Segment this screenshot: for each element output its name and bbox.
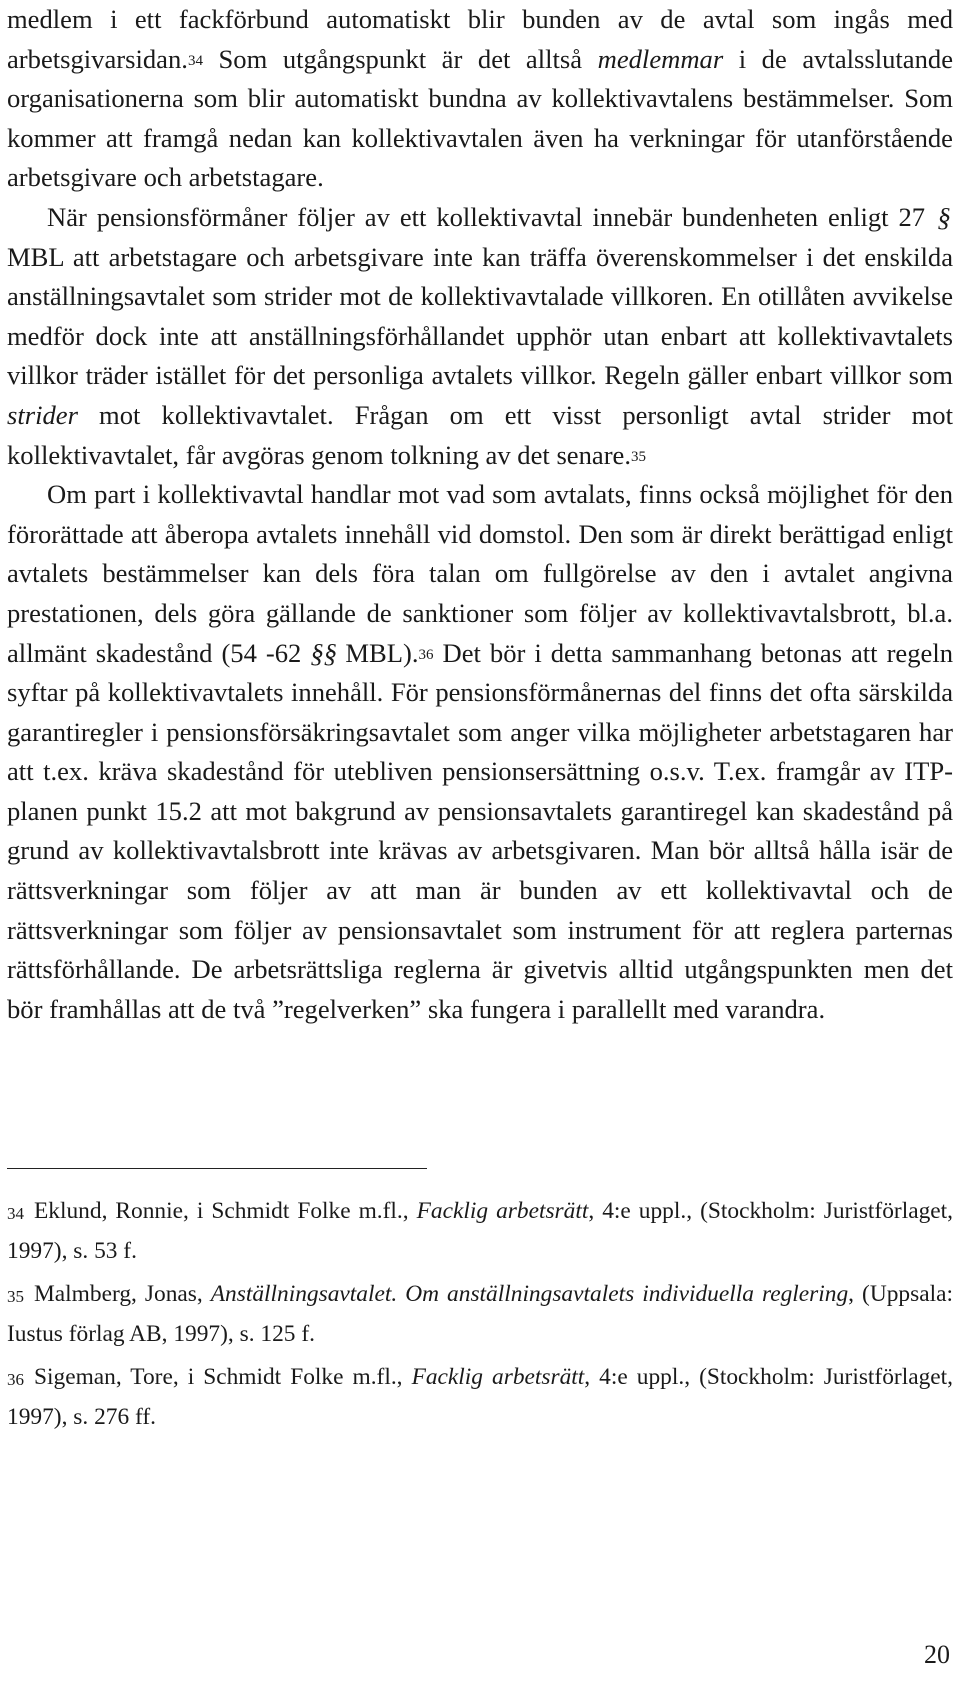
text-segment: Sigeman, Tore, i Schmidt Folke m.fl.,	[34, 1364, 412, 1391]
section-symbol: §	[937, 201, 951, 232]
footnote-title: Facklig arbetsrätt	[411, 1364, 585, 1391]
footnote-title: Anställningsavtalet. Om anställningsavtalets individuella reglering	[210, 1281, 849, 1308]
text-segment: Om part i kollektivavtal handlar mot vad som avtalats, finns också möjlighet för den förorättade att åberopa avtalets innehåll vid domstol. Den som är direkt berättigad enligt avtalets bestämmelser kan dels föra talan om fullgörelse av den i avtalet angivna prestationen, dels göra gällande de sanktioner som följer av kollektivavtalsbrott, bl.a. allmänt skadestånd (54 -62	[7, 479, 953, 668]
text-segment: , 4:e uppl., (Stockholm: Juristförlaget, 1997), s. 276 ff.	[7, 1364, 954, 1430]
text-segment: MBL att arbetstagare och arbetsgivare inte kan träffa överenskommelser i det enskilda anställningsavtalet som strider mot de kollektivavtalade villkoren. En otillåten avvikelse medför dock inte att anställningsförhållandet upphör utan enbart att kollektivavtalets villkor träder istället för det personliga avtalets villkor. Regeln gäller enbart villkor som	[7, 241, 953, 391]
page-number: 20	[924, 1640, 950, 1669]
footnote-ref-35[interactable]: 35	[631, 448, 647, 465]
text-segment: Som utgångspunkt är det alltså	[202, 43, 598, 74]
text-segment: Eklund, Ronnie, i Schmidt Folke m.fl.,	[34, 1198, 417, 1224]
footnotes	[7, 1192, 953, 1442]
section-symbol-double: §§	[310, 637, 337, 668]
text-segment: i de avtalsslutande organisationerna som blir automatiskt bundna av kollektivavtalens bestämmelser. Som kommer att framgå nedan kan kollektivavtalen även ha verkningar för utanförstående arbetsgivare och arbetstagare.	[7, 43, 953, 193]
text-segment: Malmberg, Jonas,	[34, 1281, 211, 1308]
footnote-36	[7, 1358, 953, 1437]
text-segment: , 4:e uppl., (Stockholm: Juristförlaget, 1997), s. 53 f.	[7, 1198, 953, 1264]
text-segment: MBL).	[336, 637, 419, 668]
footnote-35	[7, 1275, 953, 1354]
text-segment: medlem i ett fackförbund automatiskt blir bunden av de avtal som ingås med arbetsgivarsidan.	[7, 4, 953, 74]
text-segment: mot kollektivavtalet. Frågan om ett visst personligt avtal strider mot kollektivavtalet, får avgöras genom tolkning av det senare.	[7, 399, 953, 470]
footnote-ref-36[interactable]: 36	[418, 646, 434, 663]
emphasis-medlemmar: medlemmar	[597, 43, 724, 74]
paragraph-3	[7, 475, 953, 1029]
text-segment: När pensionsförmåner följer av ett kollektivavtal innebär bundenheten enligt 27	[47, 201, 935, 232]
text-segment: , (Uppsala: Iustus förlag AB, 1997), s. 125 f.	[7, 1281, 953, 1347]
footnote-title: Facklig arbetsrätt	[416, 1198, 589, 1224]
paragraph-1	[7, 0, 953, 198]
footnote-number: 36	[7, 1370, 24, 1390]
page-body	[7, 0, 953, 1029]
paragraph-2	[7, 198, 953, 475]
text-segment: Det bör i detta sammanhang betonas att regeln syftar på kollektivavtalets innehåll. För pensionsförmånernas del finns det ofta särskilda garantiregler i pensionsförsäkringsavtalet som anger vilka möjligheter arbetstagaren har att t.ex. kräva skadestånd för utebliven pensionsersättning o.s.v. T.ex. framgår av ITP-planen punkt 15.2 att mot bakgrund av pensionsavtalets garantiregel kan skadestånd på grund av kollektivavtalsbrott inte krävas av arbetsgivaren. Man bör alltså hålla isär de rättsverkningar som följer av att man är bunden av ett kollektivavtal och de rättsverkningar som följer av pensionsavtalet som instrument för att reglera parternas rättsförhållande. De arbetsrättsliga reglerna är givetvis alltid utgångspunkten men det bör framhållas att de två ”regelverken” ska fungera i parallellt med varandra.	[7, 637, 954, 1024]
footnote-separator	[7, 1168, 427, 1169]
footnote-34	[7, 1192, 953, 1271]
footnote-number: 34	[7, 1204, 24, 1223]
emphasis-strider: strider	[7, 399, 78, 430]
footnote-ref-34[interactable]: 34	[187, 52, 203, 69]
footnote-number: 35	[7, 1287, 24, 1307]
